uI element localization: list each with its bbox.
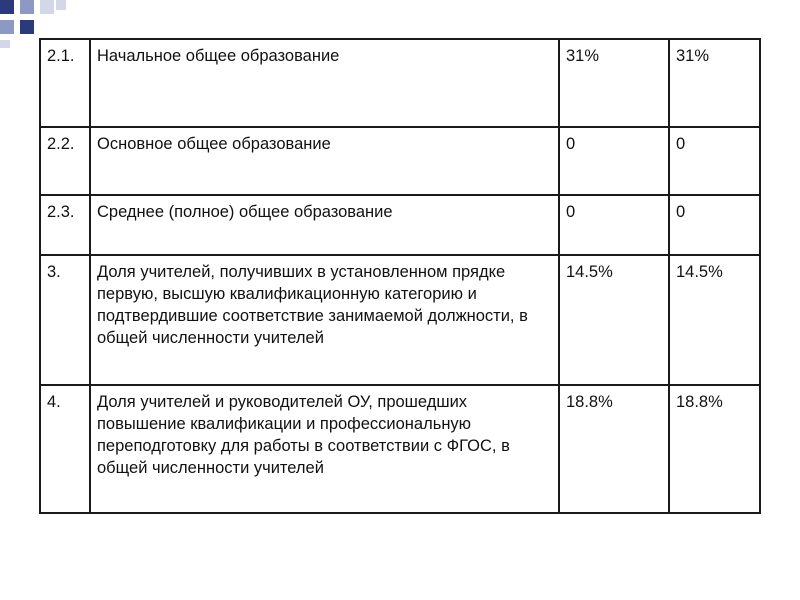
table-row [40,385,760,513]
row-value-1: 18.8% [559,385,669,513]
row-value-1: 0 [559,195,669,255]
row-number: 2.2. [40,127,90,195]
row-indicator: Среднее (полное) общее образование [90,195,559,255]
row-value-2: 14.5% [669,255,760,385]
row-indicator: Основное общее образование [90,127,559,195]
row-value-2: 31% [669,39,760,127]
deco-square [0,20,14,34]
deco-square [20,0,34,14]
row-number: 2.1. [40,39,90,127]
row-value-1: 14.5% [559,255,669,385]
table-row [40,255,760,385]
deco-square [56,0,66,10]
deco-square [0,0,14,14]
table-row [40,127,760,195]
row-value-2: 0 [669,195,760,255]
row-value-1: 31% [559,39,669,127]
row-indicator: Доля учителей, получивших в установленном прядке первую, высшую квалификационную категорию и подтвердившие соответствие занимаемой должности, в общей численности учителей [90,255,559,385]
table-row [40,39,760,127]
row-value-2: 18.8% [669,385,760,513]
row-number: 3. [40,255,90,385]
row-value-2: 0 [669,127,760,195]
deco-square [40,0,54,14]
indicators-table [39,38,761,514]
row-indicator: Доля учителей и руководителей ОУ, прошедших повышение квалификации и профессиональную переподготовку для работы в соответствии с ФГОС, в общей численности учителей [90,385,559,513]
row-number: 2.3. [40,195,90,255]
table-row [40,195,760,255]
deco-square [20,20,34,34]
row-indicator: Начальное общее образование [90,39,559,127]
deco-square [0,40,10,48]
row-value-1: 0 [559,127,669,195]
row-number: 4. [40,385,90,513]
